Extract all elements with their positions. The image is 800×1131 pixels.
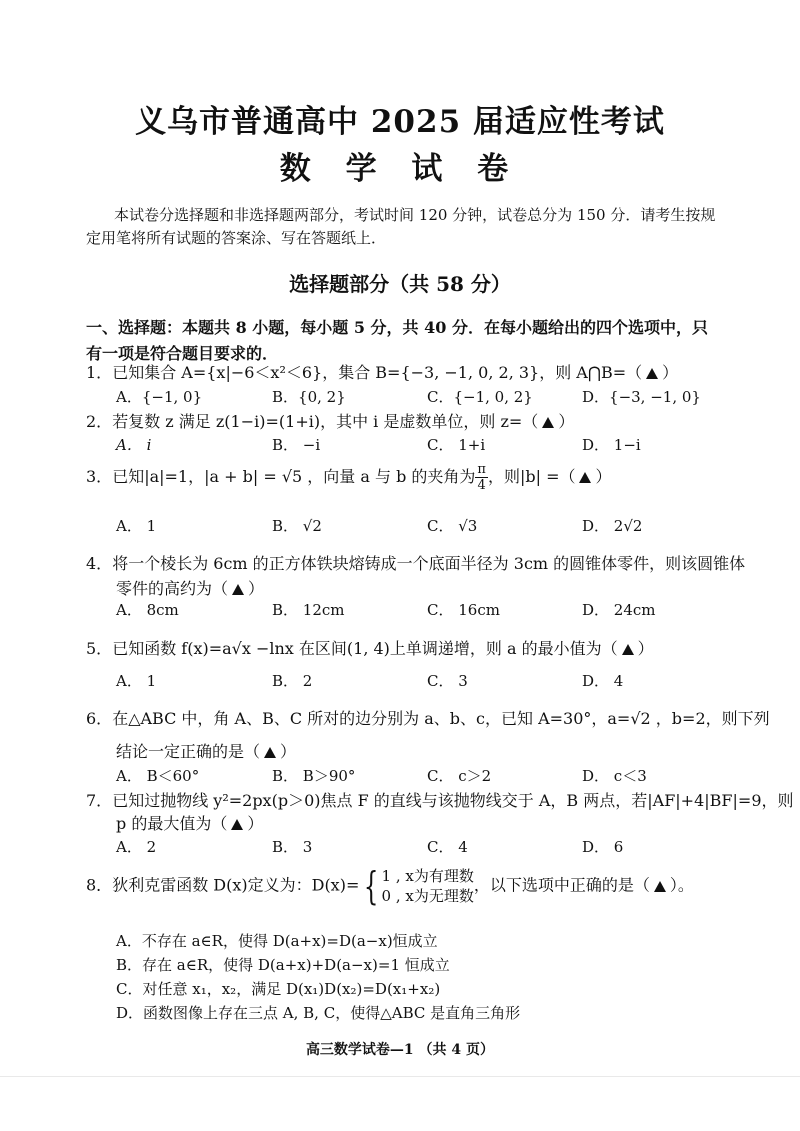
- option-b: B． √2: [272, 517, 322, 535]
- question-6-line2: [116, 739, 296, 762]
- question-7-line2: [116, 811, 263, 834]
- question-7: [86, 788, 794, 811]
- question-text: 已知集合 A={x|−6＜x²＜6}，集合 B={−3, −1, 0, 2, 3}，则 A⋂B=（: [112, 363, 643, 382]
- option-c: C． c＞2: [427, 767, 492, 785]
- question-text: 零件的高约为（: [116, 579, 229, 598]
- option-d: D． 2√2: [582, 517, 643, 535]
- question-text: 结论一定正确的是（: [116, 742, 261, 761]
- answer-triangle-icon: [232, 584, 244, 595]
- answer-triangle-icon: [542, 417, 554, 428]
- option-c: C． 4: [427, 838, 468, 856]
- question-close: ）: [662, 363, 679, 382]
- question-text: 将一个棱长为 6cm 的正方体铁块熔铸成一个底面半径为 3cm 的圆锥体零件，则该圆锥体: [112, 554, 746, 573]
- option-c: C． 1+i: [427, 436, 486, 454]
- answer-triangle-icon: [646, 368, 658, 379]
- question-text: 若复数 z 满足 z(1−i)=(1+i)，其中 i 是虚数单位，则 z=（: [112, 412, 539, 431]
- question-close: ）: [595, 467, 612, 486]
- part1-heading: 一、选择题：本题共 8 小题，每小题 5 分，共 40 分．在每小题给出的四个选项中，只有一项是符合题目要求的．: [86, 318, 708, 363]
- page-divider: [0, 1076, 800, 1077]
- question-6: [86, 706, 770, 729]
- question-text-2: ，则|b| =（: [487, 467, 576, 486]
- option-a: A． B＜60°: [116, 767, 200, 785]
- question-3: [86, 462, 612, 493]
- option-b: B． B＞90°: [272, 767, 356, 785]
- question-number: 4．: [86, 554, 113, 573]
- question-text-2: ，以下选项中正确的是（: [473, 875, 650, 895]
- answer-triangle-icon: [622, 644, 634, 655]
- answer-triangle-icon: [231, 819, 243, 830]
- piecewise-brace: {: [364, 864, 379, 908]
- question-close: ）: [558, 412, 575, 431]
- option-a: A． 1: [116, 672, 157, 690]
- option-b: B．{0, 2}: [272, 388, 346, 406]
- answer-triangle-icon: [654, 881, 666, 892]
- question-4-line2: [116, 576, 264, 599]
- option-d: D． 24cm: [582, 601, 656, 619]
- option-b: B． 3: [272, 838, 313, 856]
- option-d: D．{−3, −1, 0}: [582, 388, 701, 406]
- option-a: A． 2: [116, 838, 157, 856]
- question-text: 狄利克雷函数 D(x)定义为：D(x)=: [112, 875, 360, 895]
- option-a: A．{−1, 0}: [116, 388, 203, 406]
- question-text: 已知过抛物线 y²=2px(p＞0)焦点 F 的直线与该抛物线交于 A，B 两点，若|AF|+4|BF|=9，则: [112, 791, 794, 810]
- option-a: A．不存在 a∈R，使得 D(a+x)=D(a−x)恒成立: [116, 932, 438, 950]
- question-close: ）: [247, 814, 264, 833]
- option-d: D． 6: [582, 838, 624, 856]
- question-8: [86, 866, 694, 906]
- option-d: D． 4: [582, 672, 624, 690]
- fraction-denominator: 4: [477, 478, 486, 493]
- question-4: [86, 551, 745, 574]
- option-b: B． −i: [272, 436, 321, 454]
- page-footer: 高三数学试卷—1 （共 4 页）: [305, 1042, 495, 1058]
- fraction-numerator: π: [477, 462, 486, 477]
- question-1: [86, 360, 678, 383]
- question-close: ）。: [669, 875, 694, 895]
- question-number: 3．: [86, 467, 113, 486]
- question-number: 6．: [86, 709, 113, 728]
- question-5: [86, 636, 654, 659]
- fraction: [475, 462, 488, 493]
- question-number: 8．: [86, 875, 113, 895]
- question-number: 1．: [86, 363, 113, 382]
- question-number: 7．: [86, 791, 113, 810]
- option-b: B．存在 a∈R，使得 D(a+x)+D(a−x)=1 恒成立: [116, 956, 450, 974]
- option-c: C． 16cm: [427, 601, 500, 619]
- option-c: C．对任意 x₁，x₂，满足 D(x₁)D(x₂)=D(x₁+x₂): [116, 980, 441, 998]
- question-close: ）: [280, 742, 297, 761]
- answer-triangle-icon: [264, 747, 276, 758]
- option-d: D．函数图像上存在三点 A, B, C，使得△ABC 是直角三角形: [116, 1004, 521, 1022]
- exam-instructions: 本试卷分选择题和非选择题两部分，考试时间 120 分钟，试卷总分为 150 分．请考生按规定用笔将所有试题的答案涂、写在答题纸上．: [86, 206, 716, 247]
- exam-subtitle: 数 学 试 卷: [279, 151, 521, 187]
- option-d: D． c＜3: [582, 767, 647, 785]
- option-a: A． 8cm: [116, 601, 179, 619]
- answer-triangle-icon: [579, 472, 591, 483]
- question-close: ）: [637, 639, 654, 658]
- piecewise-cases: [382, 866, 474, 906]
- option-b: B． 2: [272, 672, 313, 690]
- option-a: A． i: [116, 436, 152, 454]
- question-number: 5．: [86, 639, 113, 658]
- option-a: A． 1: [116, 517, 157, 535]
- question-text: p 的最大值为（: [116, 814, 228, 833]
- case-irrational: 0 , x为无理数: [381, 887, 474, 905]
- question-text: 已知函数 f(x)=a√x −lnx 在区间(1, 4)上单调递增，则 a 的最小值为（: [112, 639, 618, 658]
- question-2: [86, 409, 574, 432]
- option-d: D． 1−i: [582, 436, 641, 454]
- question-number: 2．: [86, 412, 113, 431]
- option-c: C． 3: [427, 672, 468, 690]
- option-c: C．{−1, 0, 2}: [427, 388, 533, 406]
- option-b: B． 12cm: [272, 601, 345, 619]
- case-rational: 1 , x为有理数: [381, 867, 474, 885]
- question-text: 在△ABC 中，角 A、B、C 所对的边分别为 a、b、c，已知 A=30°，a=√2 ，b=2，则下列: [112, 709, 770, 728]
- exam-title: 义乌市普通高中 2025 届适应性考试: [135, 104, 665, 140]
- section-title: 选择题部分（共 58 分）: [289, 272, 511, 296]
- question-text: 已知|a|=1，|a + b| = √5 ，向量 a 与 b 的夹角为: [112, 467, 476, 486]
- question-close: ）: [248, 579, 265, 598]
- option-c: C． √3: [427, 517, 478, 535]
